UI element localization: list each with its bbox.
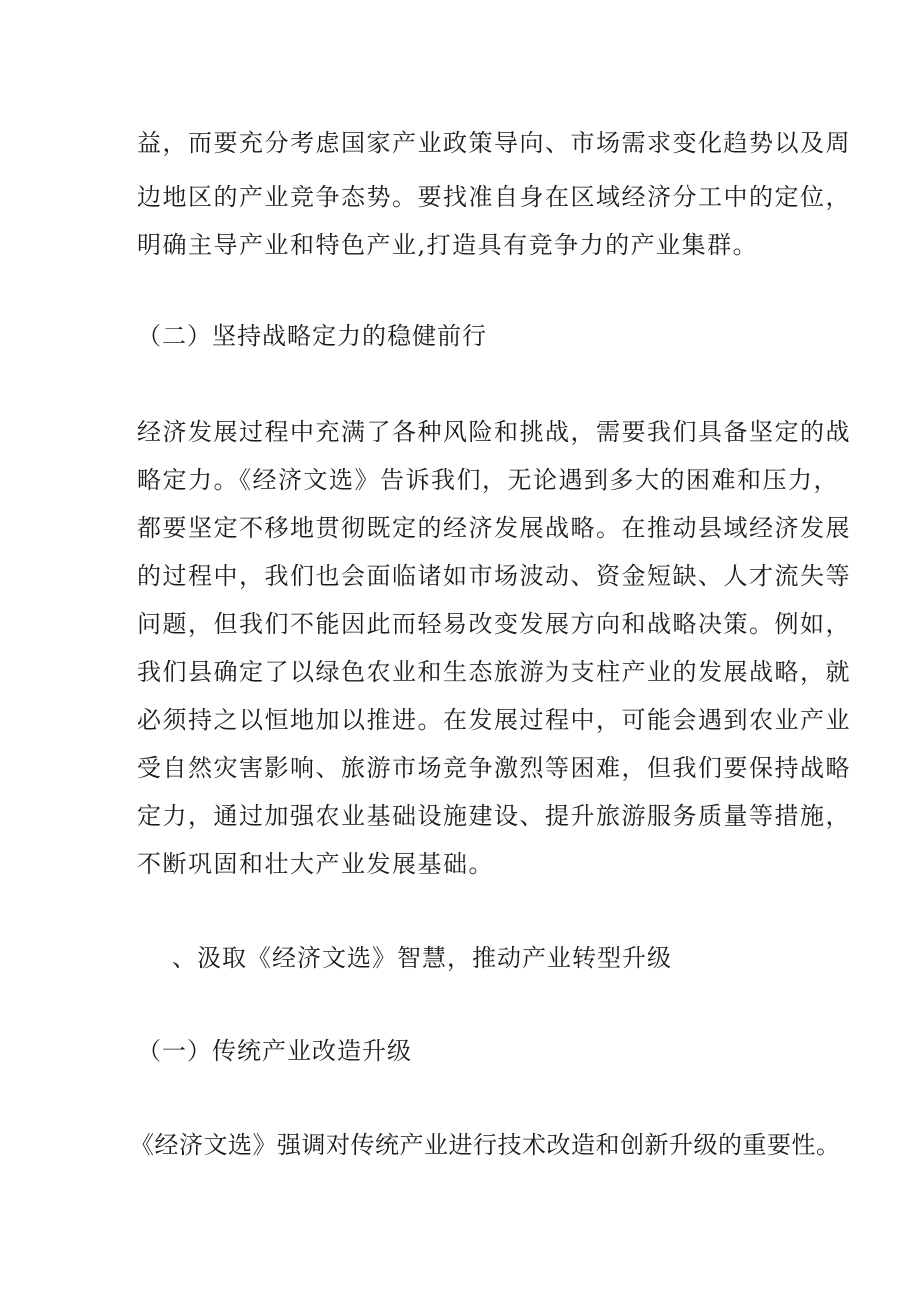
paragraph-line: 不断巩固和壮大产业发展基础。 <box>137 850 494 878</box>
section-heading-2: （二）坚持战略定力的稳健前行 <box>137 322 487 350</box>
paragraph-line: 的过程中，我们也会面临诸如市场波动、资金短缺、人才流失等 <box>137 562 851 590</box>
paragraph-line: 问题，但我们不能因此而轻易改变发展方向和战略决策。例如， <box>137 610 851 638</box>
paragraph-line: 定力，通过加强农业基础设施建设、提升旅游服务质量等措施， <box>137 802 851 830</box>
paragraph-line: 必须持之以恒地加以推进。在发展过程中，可能会遇到农业产业 <box>137 706 851 734</box>
section-heading-1: （一）传统产业改造升级 <box>137 1037 412 1065</box>
paragraph-line: 受自然灾害影响、旅游市场竞争激烈等困难，但我们要保持战略 <box>137 754 851 782</box>
paragraph-line: 略定力。《经济文选》告诉我们，无论遇到多大的困难和压力， <box>137 466 839 494</box>
paragraph-line: 《经济文选》强调对传统产业进行技术改造和创新升级的重要性。 <box>130 1131 841 1159</box>
paragraph-line: 益，而要充分考虑国家产业政策导向、市场需求变化趋势以及周 <box>137 129 851 157</box>
paragraph-line: 明确主导产业和特色产业,打造具有竞争力的产业集群。 <box>137 231 759 259</box>
paragraph-line: 经济发展过程中充满了各种风险和挑战，需要我们具备坚定的战 <box>137 418 851 446</box>
section-heading: 、汲取《经济文选》智慧，推动产业转型升级 <box>172 944 672 972</box>
paragraph-line: 边地区的产业竞争态势。要找准自身在区域经济分工中的定位， <box>137 183 851 211</box>
paragraph-line: 我们县确定了以绿色农业和生态旅游为支柱产业的发展战略，就 <box>137 658 851 686</box>
paragraph-line: 都要坚定不移地贯彻既定的经济发展战略。在推动县域经济发展 <box>137 514 851 542</box>
